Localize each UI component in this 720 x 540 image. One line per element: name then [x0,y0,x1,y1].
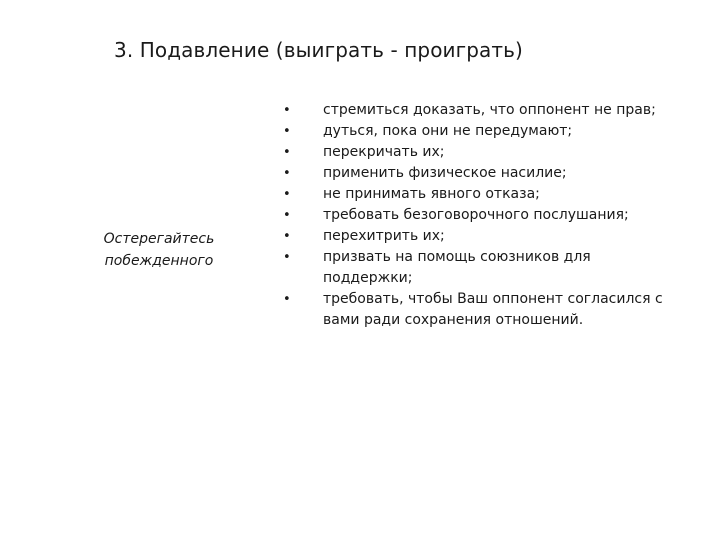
bullet-icon: • [283,187,291,202]
list-item-text: применить физическое насилие; [323,165,567,181]
list-item [283,142,673,163]
list-item-text: требовать безоговорочного послушания; [323,207,629,223]
list-item [283,121,673,142]
list-item [283,163,673,184]
bullet-icon: • [283,166,291,181]
bullet-icon: • [283,103,291,118]
list-item [283,184,673,205]
list-item-text: призвать на помощь союзников для поддержки; [323,249,591,286]
bullet-icon: • [283,292,291,307]
bullet-icon: • [283,145,291,160]
side-label [78,228,240,272]
bullet-icon: • [283,229,291,244]
list-item-text: стремиться доказать, что оппонент не прав; [323,102,656,118]
list-item [283,226,673,247]
bullet-icon: • [283,250,291,265]
list-item-text: требовать, чтобы Ваш оппонент согласился с вами ради сохранения отношений. [323,291,663,328]
list-item-text: не принимать явного отказа; [323,186,540,202]
list-item-text: перехитрить их; [323,228,445,244]
bullet-list [283,100,673,331]
list-item [283,100,673,121]
side-label-line-1: Остерегайтесь [103,231,215,247]
bullet-icon: • [283,124,291,139]
slide-title: 3. Подавление (выиграть - проиграть) [114,38,523,62]
list-item-text: перекричать их; [323,144,445,160]
list-item [283,289,673,331]
list-item [283,205,673,226]
list-item-text: дуться, пока они не передумают; [323,123,573,139]
list-item [283,247,673,289]
bullet-icon: • [283,208,291,223]
side-label-line-2: побежденного [104,253,214,269]
